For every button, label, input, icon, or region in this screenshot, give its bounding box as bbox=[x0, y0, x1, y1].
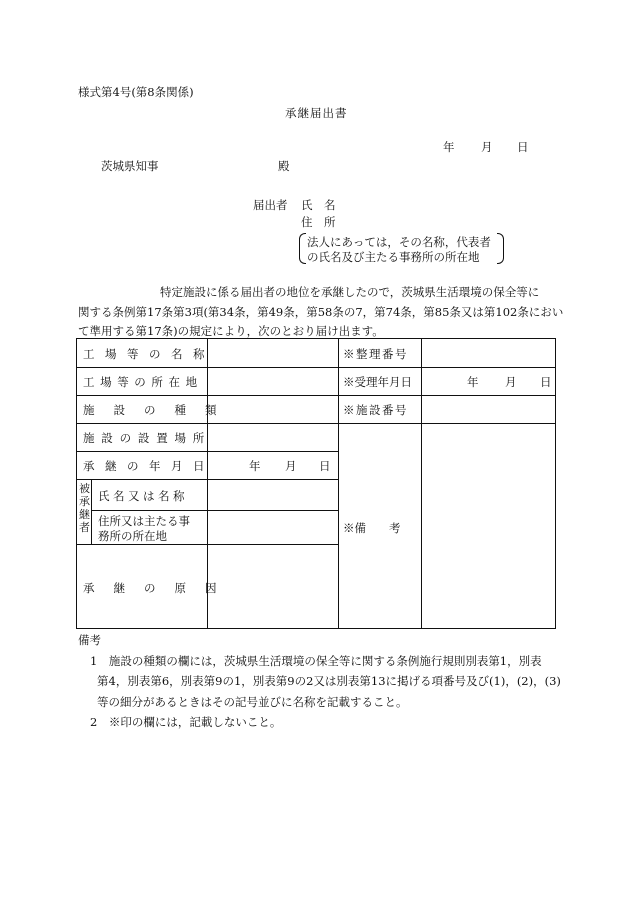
corporate-note-line2: の氏名及び主たる事務所の所在地 bbox=[307, 250, 480, 264]
notes-heading: 備考 bbox=[78, 633, 101, 647]
facility-site-field[interactable] bbox=[208, 424, 337, 450]
label-facility-site: 施設の設置場所 bbox=[83, 431, 212, 445]
predecessor-address-field[interactable] bbox=[208, 511, 337, 543]
intro-line1: 特定施設に係る届出者の地位を承継したので，茨城県生活環境の保全等に bbox=[160, 285, 540, 299]
corporate-note-line1: 法人にあっては，その名称，代表者 bbox=[307, 235, 491, 249]
label-succession-cause: 承継の原因 bbox=[83, 581, 236, 595]
corporate-note-bracket bbox=[299, 233, 504, 264]
label-succession-date: 承継の年月日 bbox=[83, 459, 215, 473]
label-ref-number: ※整理番号 bbox=[343, 347, 408, 361]
left-bracket bbox=[299, 233, 306, 264]
label-predecessor: 被承継者 bbox=[79, 482, 90, 534]
notifier-address-label: 住 所 bbox=[301, 215, 336, 229]
addressee-name: 茨城県知事 bbox=[101, 159, 159, 173]
label-facility-type: 施設の種類 bbox=[83, 403, 236, 417]
succession-date-month: 月 bbox=[285, 459, 297, 473]
notifier-label: 届出者 bbox=[253, 198, 288, 212]
right-bracket bbox=[497, 233, 504, 264]
label-received-date: ※受理年月日 bbox=[343, 375, 412, 389]
received-date-day: 日 bbox=[540, 375, 552, 389]
remarks-section bbox=[78, 630, 561, 733]
label-factory-location: 工場等の所在地 bbox=[83, 375, 203, 389]
received-date-year: 年 bbox=[467, 375, 479, 389]
label-predecessor-name: 氏名又は名称 bbox=[98, 489, 188, 503]
intro-line3: て準用する第17条)の規定により，次のとおり届け出ます。 bbox=[78, 324, 384, 338]
succession-cause-field[interactable] bbox=[208, 545, 337, 628]
addressee-honorific: 殿 bbox=[278, 159, 290, 173]
succession-date-day: 日 bbox=[319, 459, 331, 473]
intro-line2: 関する条例第17条第3項(第34条，第49条，第58条の7，第74条，第85条又は第102条におい bbox=[78, 304, 564, 319]
note1-line3: 等の細分があるときはその記号並びに名称を記載すること。 bbox=[97, 694, 408, 709]
factory-name-field[interactable] bbox=[208, 340, 337, 366]
label-facility-number: ※施設番号 bbox=[343, 403, 408, 417]
facility-type-field[interactable] bbox=[208, 396, 337, 422]
date-month-label: 月 bbox=[481, 140, 493, 154]
succession-date-year: 年 bbox=[249, 459, 261, 473]
notifier-name-label: 氏 名 bbox=[301, 198, 336, 212]
label-predecessor-address-line2: 務所の所在地 bbox=[98, 529, 167, 543]
note1-line2: 第4，別表第6，別表第9の1，別表第9の2又は別表第13に掲げる項番号及び(1)，(2)，(3) bbox=[97, 674, 561, 688]
predecessor-name-field[interactable] bbox=[208, 480, 337, 509]
form-number: 様式第4号(第8条関係) bbox=[78, 85, 194, 99]
factory-location-field[interactable] bbox=[208, 368, 337, 394]
label-predecessor-address-line1: 住所又は主たる事 bbox=[98, 514, 190, 528]
note2: 2 ※印の欄には，記載しないこと。 bbox=[90, 715, 282, 729]
succession-form-table bbox=[76, 338, 556, 629]
label-factory-name-text: 工場等の名称 bbox=[83, 347, 215, 361]
date-day-label: 日 bbox=[517, 140, 529, 154]
received-date-month: 月 bbox=[505, 375, 517, 389]
document-title: 承継届出書 bbox=[285, 106, 348, 120]
intro-paragraph bbox=[78, 283, 564, 342]
label-factory-name bbox=[83, 346, 215, 362]
note1-line1: 1 施設の種類の欄には，茨城県生活環境の保全等に関する条例施行規則別表第1，別表 bbox=[90, 653, 542, 668]
date-year-label: 年 bbox=[443, 140, 455, 154]
label-remarks: ※備 考 bbox=[343, 521, 401, 535]
